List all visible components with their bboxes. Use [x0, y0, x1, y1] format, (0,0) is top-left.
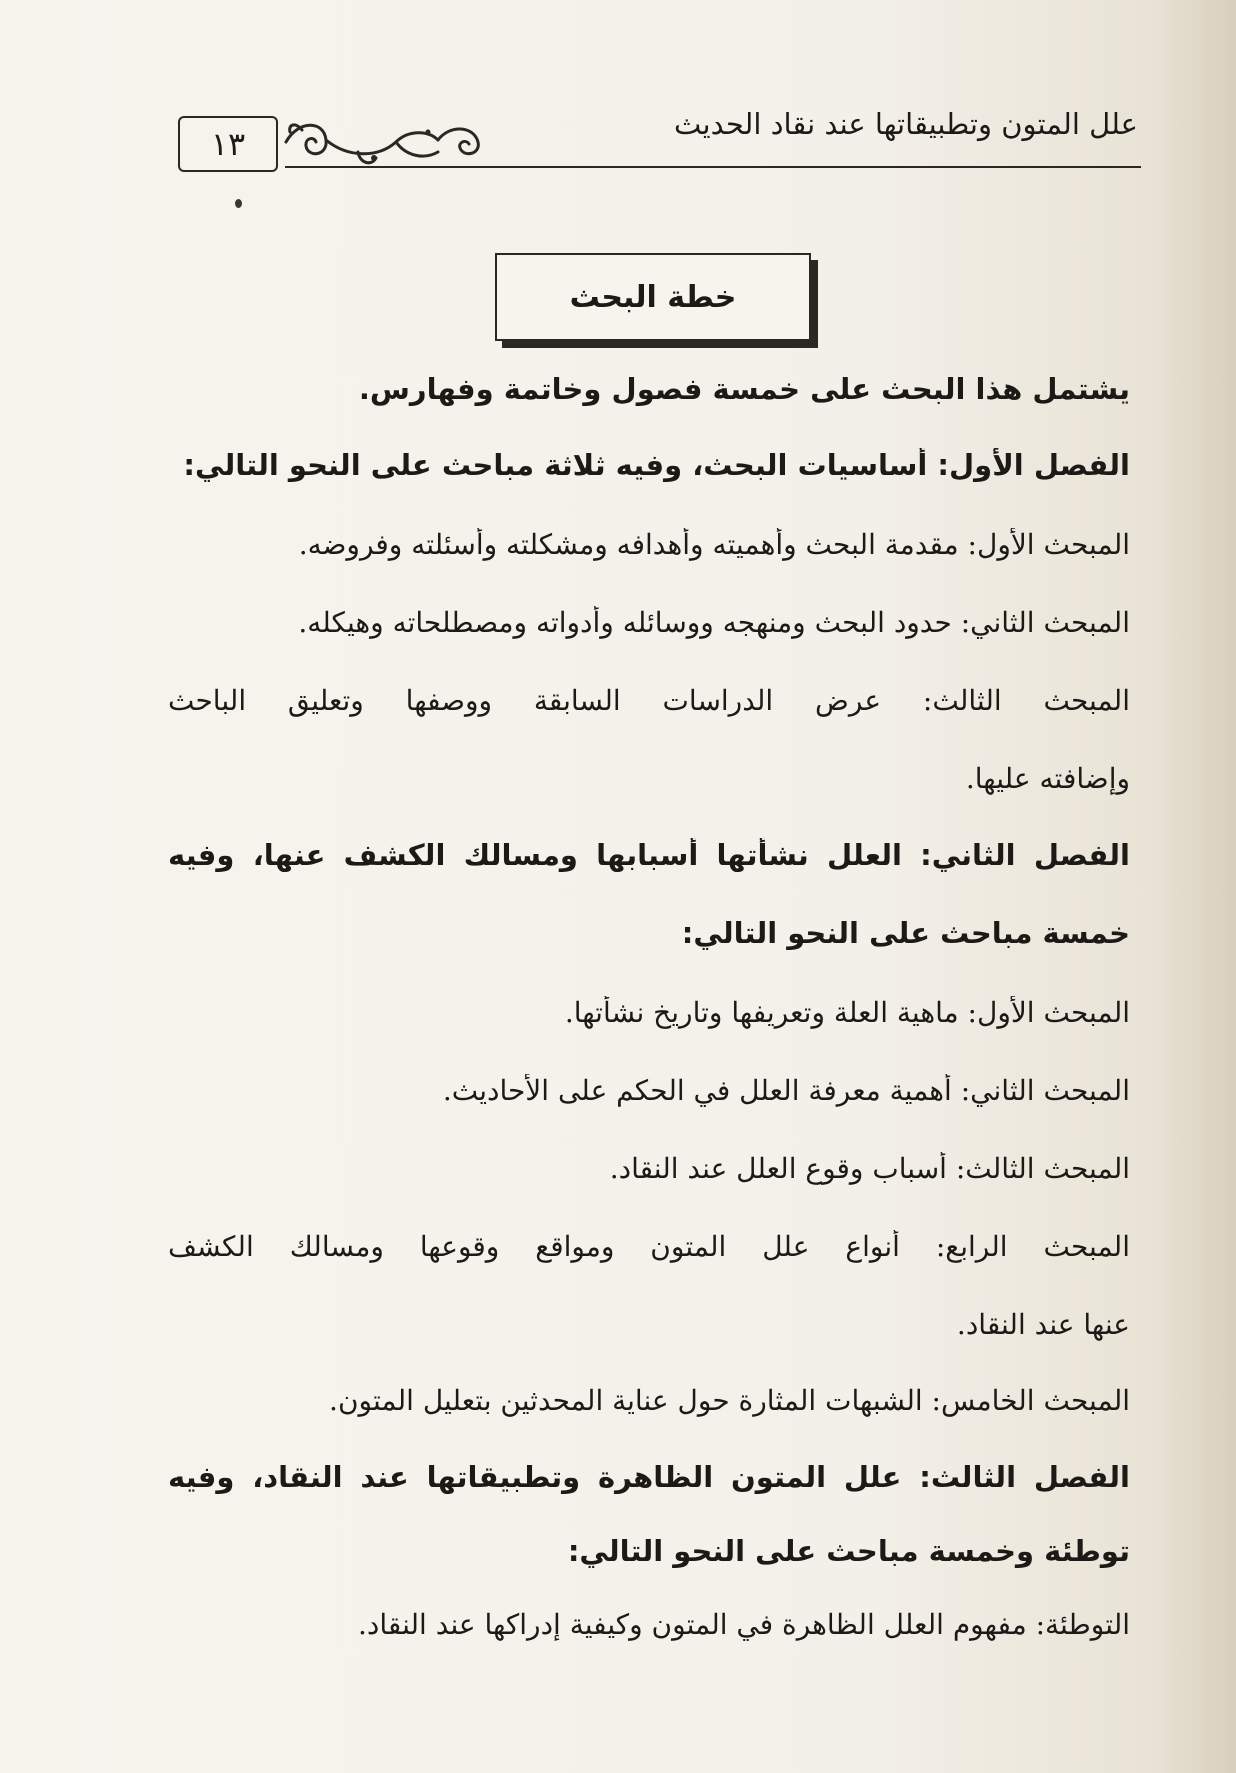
chapter-2-heading-line-2: خمسة مباحث على النحو التالي:: [681, 916, 1130, 950]
chapter-2-section-1: المبحث الأول: ماهية العلة وتعريفها وتاريخ نشأتها.: [564, 996, 1130, 1029]
intro-line: يشتمل هذا البحث على خمسة فصول وخاتمة وفهارس.: [358, 372, 1130, 406]
running-head-title: علل المتون وتطبيقاتها عند نقاد الحديث: [674, 107, 1138, 141]
chapter-3-heading-line-2: توطئة وخمسة مباحث على النحو التالي:: [567, 1534, 1130, 1568]
ink-speck: [235, 199, 242, 208]
chapter-2-section-4-line-1: المبحث الرابع: أنواع علل المتون ومواقع وقوعها ومسالك الكشف: [168, 1230, 1130, 1263]
chapter-1-section-1: المبحث الأول: مقدمة البحث وأهميته وأهدافه ومشكلته وأسئلته وفروضه.: [298, 528, 1130, 561]
chapter-2-section-3: المبحث الثالث: أسباب وقوع العلل عند النقاد.: [609, 1152, 1130, 1185]
chapter-2-section-2: المبحث الثاني: أهمية معرفة العلل في الحكم على الأحاديث.: [442, 1074, 1130, 1107]
section-title: خطة البحث: [495, 253, 811, 341]
chapter-1-section-3-line-1: المبحث الثالث: عرض الدراسات السابقة ووصفها وتعليق الباحث: [168, 684, 1130, 717]
chapter-2-section-5: المبحث الخامس: الشبهات المثارة حول عناية المحدثين بتعليل المتون.: [329, 1384, 1130, 1417]
chapter-3-heading-line-1: الفصل الثالث: علل المتون الظاهرة وتطبيقاتها عند النقاد، وفيه: [168, 1460, 1130, 1494]
chapter-1-section-3-line-2: وإضافته عليها.: [965, 762, 1130, 795]
flourish-ornament-icon: [278, 112, 490, 176]
page-number: ١٣: [178, 116, 278, 172]
chapter-2-section-4-line-2: عنها عند النقاد.: [956, 1308, 1130, 1341]
chapter-1-section-2: المبحث الثاني: حدود البحث ومنهجه ووسائله وأدواته ومصطلحاته وهيكله.: [298, 606, 1130, 639]
chapter-1-heading: الفصل الأول: أساسيات البحث، وفيه ثلاثة مباحث على النحو التالي:: [183, 448, 1130, 482]
chapter-3-introduction: التوطئة: مفهوم العلل الظاهرة في المتون وكيفية إدراكها عند النقاد.: [358, 1608, 1130, 1641]
chapter-2-heading-line-1: الفصل الثاني: العلل نشأتها أسبابها ومسالك الكشف عنها، وفيه: [168, 838, 1130, 872]
